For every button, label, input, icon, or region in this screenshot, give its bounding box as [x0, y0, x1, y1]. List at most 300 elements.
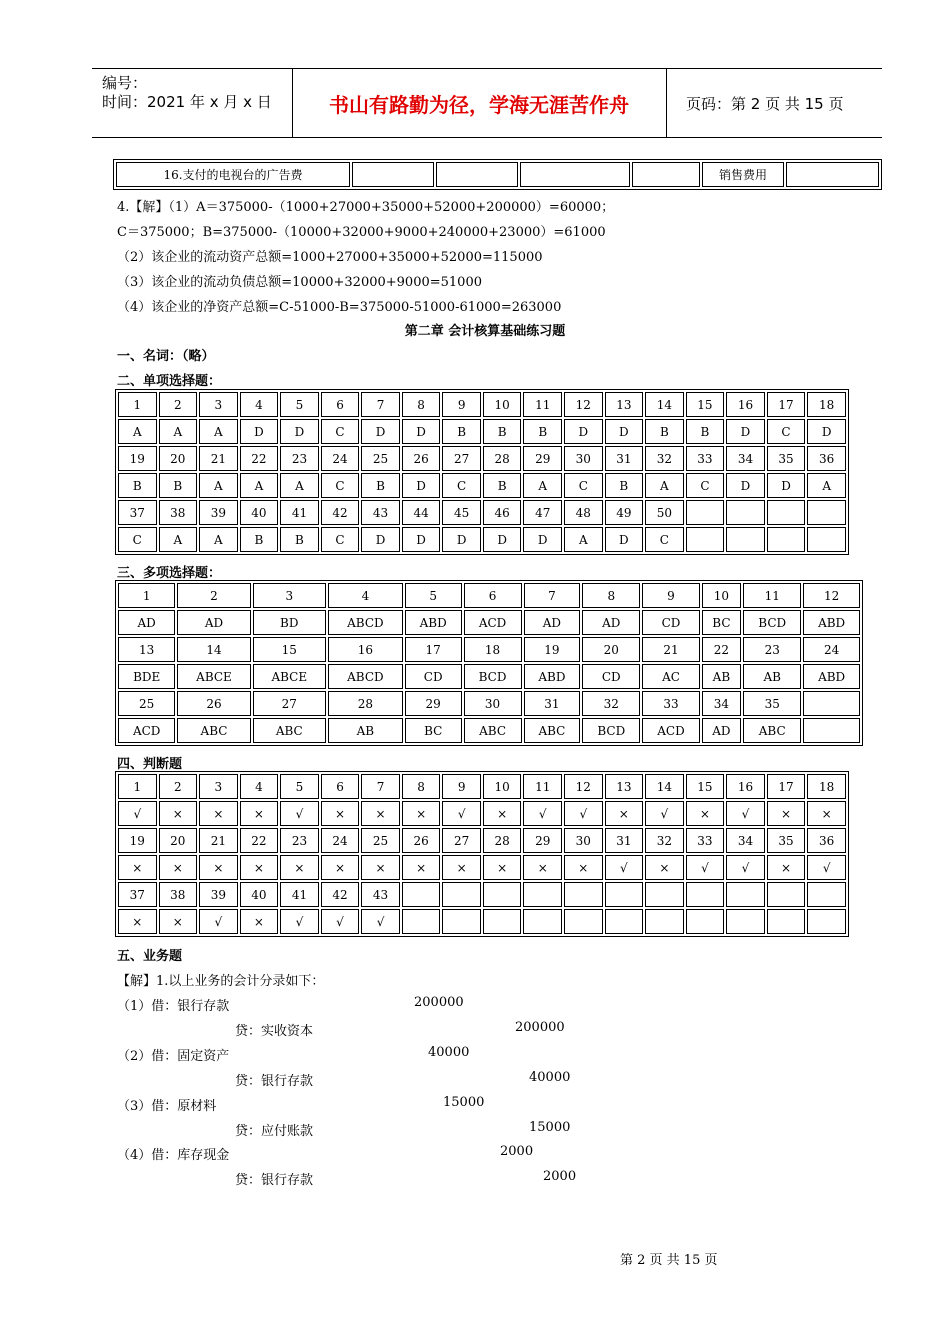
- credit-line: 贷：实收资本: [235, 1024, 314, 1039]
- question-number-cell: 14: [645, 774, 684, 799]
- answer-cell: BCD: [464, 664, 522, 689]
- answer-cell: √: [280, 909, 319, 934]
- question-number-cell: 19: [118, 828, 157, 853]
- answer-row: [118, 500, 846, 525]
- question-number-cell: 31: [605, 828, 644, 853]
- multi-choice-table: [115, 580, 863, 746]
- answer-cell: [726, 527, 765, 552]
- question-number-cell: 28: [483, 828, 522, 853]
- answer-cell: D: [807, 419, 846, 444]
- q4-line: （2）该企业的流动资产总额=1000+27000+35000+52000=115000: [117, 250, 543, 265]
- question-number-cell: 24: [803, 637, 860, 662]
- answer-cell: ABCD: [328, 664, 403, 689]
- answer-cell: D: [726, 419, 765, 444]
- question-number-cell: 28: [328, 691, 403, 716]
- expense-cell: [786, 162, 879, 187]
- question-number-cell: 28: [483, 446, 522, 471]
- answer-cell: A: [199, 419, 238, 444]
- question-number-cell: 47: [523, 500, 562, 525]
- answer-cell: B: [645, 419, 684, 444]
- answer-row: [118, 610, 860, 635]
- section-terms: 一、名词：（略）: [117, 349, 215, 364]
- expense-item: 16.支付的电视台的广告费: [116, 162, 350, 187]
- question-number-cell: 14: [177, 637, 250, 662]
- answer-cell: D: [361, 419, 400, 444]
- answer-cell: D: [240, 419, 279, 444]
- question-number-cell: 32: [645, 446, 684, 471]
- answer-cell: AD: [177, 610, 250, 635]
- credit-line: 贷：银行存款: [235, 1173, 314, 1188]
- question-number-cell: [767, 882, 806, 907]
- question-number-cell: 33: [642, 691, 699, 716]
- debit-line: （3）借：原材料: [117, 1099, 217, 1114]
- answer-cell: [686, 527, 725, 552]
- time-label: 时间：2021 年 x 月 x 日: [102, 93, 272, 111]
- answer-row: [118, 882, 846, 907]
- debit-amount: 40000: [428, 1045, 470, 1060]
- debit-line: （4）借：库存现金: [117, 1148, 230, 1163]
- answer-cell: [726, 909, 765, 934]
- answer-row: [118, 527, 846, 552]
- question-number-cell: 8: [582, 583, 640, 608]
- question-number-cell: 17: [405, 637, 462, 662]
- answer-cell: ABD: [405, 610, 462, 635]
- question-number-cell: 22: [702, 637, 742, 662]
- answer-cell: ABC: [464, 718, 522, 743]
- answer-cell: ABD: [803, 610, 860, 635]
- answer-cell: D: [442, 527, 481, 552]
- answer-cell: B: [361, 473, 400, 498]
- question-number-cell: 11: [523, 774, 562, 799]
- question-number-cell: 21: [199, 828, 238, 853]
- question-number-cell: 27: [253, 691, 326, 716]
- answer-cell: ×: [240, 855, 279, 880]
- question-number-cell: 1: [118, 774, 157, 799]
- question-number-cell: 18: [807, 774, 846, 799]
- answer-cell: A: [199, 473, 238, 498]
- question-number-cell: 42: [321, 500, 360, 525]
- answer-cell: A: [199, 527, 238, 552]
- question-number-cell: 27: [442, 828, 481, 853]
- section-business: 五、业务题: [117, 949, 183, 964]
- question-number-cell: 20: [159, 828, 198, 853]
- question-number-cell: 22: [240, 828, 279, 853]
- answer-cell: B: [483, 473, 522, 498]
- question-number-cell: 50: [645, 500, 684, 525]
- question-number-cell: [807, 882, 846, 907]
- answer-cell: B: [240, 527, 279, 552]
- question-number-cell: 8: [402, 774, 441, 799]
- answer-cell: BCD: [743, 610, 801, 635]
- question-number-cell: 7: [361, 774, 400, 799]
- question-number-cell: 9: [442, 392, 481, 417]
- answer-cell: √: [726, 855, 765, 880]
- question-number-cell: 40: [240, 882, 279, 907]
- answer-cell: ×: [159, 801, 198, 826]
- question-number-cell: 32: [645, 828, 684, 853]
- answer-cell: C: [321, 527, 360, 552]
- answer-cell: D: [605, 527, 644, 552]
- answer-cell: ×: [321, 855, 360, 880]
- debit-line: （1）借：银行存款: [117, 999, 230, 1014]
- question-number-cell: 6: [321, 774, 360, 799]
- answer-cell: ABC: [524, 718, 581, 743]
- expense-category: 销售费用: [702, 162, 784, 187]
- question-number-cell: 5: [280, 392, 319, 417]
- answer-cell: √: [523, 801, 562, 826]
- section-true-false: 四、判断题: [117, 757, 183, 772]
- answer-cell: ×: [483, 801, 522, 826]
- question-number-cell: 43: [361, 882, 400, 907]
- answer-cell: A: [280, 473, 319, 498]
- answer-cell: CD: [582, 664, 640, 689]
- question-number-cell: 29: [523, 828, 562, 853]
- question-number-cell: 26: [402, 446, 441, 471]
- answer-cell: D: [726, 473, 765, 498]
- answer-cell: ×: [645, 855, 684, 880]
- answer-cell: D: [402, 473, 441, 498]
- question-number-cell: 4: [240, 392, 279, 417]
- question-number-cell: 32: [582, 691, 640, 716]
- answer-cell: ×: [118, 909, 157, 934]
- answer-cell: A: [159, 419, 198, 444]
- question-number-cell: 43: [361, 500, 400, 525]
- question-number-cell: [807, 500, 846, 525]
- answer-cell: ×: [767, 855, 806, 880]
- credit-amount: 2000: [543, 1169, 577, 1184]
- question-number-cell: 25: [361, 828, 400, 853]
- section-multi-choice: 三、多项选择题：: [117, 566, 222, 581]
- answer-cell: ABCE: [253, 664, 326, 689]
- question-number-cell: 30: [564, 446, 603, 471]
- answer-cell: AB: [702, 664, 742, 689]
- answer-cell: BDE: [118, 664, 175, 689]
- question-number-cell: 34: [702, 691, 742, 716]
- answer-cell: ×: [321, 801, 360, 826]
- answer-cell: [605, 909, 644, 934]
- question-number-cell: 16: [726, 392, 765, 417]
- answer-cell: [564, 909, 603, 934]
- answer-row: [118, 583, 860, 608]
- answer-cell: [442, 909, 481, 934]
- q4-line: （3）该企业的流动负债总额=10000+32000+9000=51000: [117, 275, 482, 290]
- answer-cell: A: [118, 419, 157, 444]
- credit-amount: 200000: [515, 1020, 565, 1035]
- question-number-cell: 16: [328, 637, 403, 662]
- answer-cell: [645, 909, 684, 934]
- credit-amount: 40000: [529, 1070, 571, 1085]
- answer-cell: B: [483, 419, 522, 444]
- question-number-cell: [523, 882, 562, 907]
- answer-row: [118, 419, 846, 444]
- debit-amount: 2000: [500, 1144, 534, 1159]
- question-number-cell: 15: [253, 637, 326, 662]
- question-number-cell: [726, 882, 765, 907]
- answer-cell: AD: [524, 610, 581, 635]
- answer-cell: ×: [807, 801, 846, 826]
- answer-cell: D: [402, 527, 441, 552]
- question-number-cell: 37: [118, 882, 157, 907]
- answer-cell: C: [645, 527, 684, 552]
- question-number-cell: 13: [605, 774, 644, 799]
- question-number-cell: 14: [645, 392, 684, 417]
- answer-row: [118, 473, 846, 498]
- question-number-cell: 20: [582, 637, 640, 662]
- answer-cell: ABD: [803, 664, 860, 689]
- answer-cell: ×: [361, 855, 400, 880]
- question-number-cell: 38: [159, 882, 198, 907]
- answer-cell: ACD: [642, 718, 699, 743]
- question-number-cell: 25: [361, 446, 400, 471]
- answer-cell: [483, 909, 522, 934]
- expense-cell: [352, 162, 434, 187]
- answer-cell: [686, 909, 725, 934]
- answer-row: [118, 637, 860, 662]
- answer-cell: ×: [564, 855, 603, 880]
- answer-cell: A: [159, 527, 198, 552]
- answer-cell: B: [442, 419, 481, 444]
- answer-cell: D: [564, 419, 603, 444]
- serial-label: 编号：: [102, 74, 148, 92]
- answer-cell: B: [523, 419, 562, 444]
- answer-cell: ×: [118, 855, 157, 880]
- question-number-cell: 39: [199, 882, 238, 907]
- answer-row: [118, 828, 846, 853]
- question-number-cell: 15: [686, 774, 725, 799]
- answer-row: [118, 718, 860, 743]
- question-number-cell: 26: [177, 691, 250, 716]
- answer-cell: D: [402, 419, 441, 444]
- answer-row: [118, 446, 846, 471]
- question-number-cell: 24: [321, 446, 360, 471]
- question-number-cell: 36: [807, 828, 846, 853]
- question-number-cell: 33: [686, 446, 725, 471]
- question-number-cell: 33: [686, 828, 725, 853]
- question-number-cell: 19: [118, 446, 157, 471]
- question-number-cell: 46: [483, 500, 522, 525]
- question-number-cell: 20: [159, 446, 198, 471]
- question-number-cell: 11: [743, 583, 801, 608]
- answer-row: [118, 691, 860, 716]
- question-number-cell: [726, 500, 765, 525]
- answer-cell: √: [118, 801, 157, 826]
- answer-cell: A: [807, 473, 846, 498]
- answer-cell: [402, 909, 441, 934]
- question-number-cell: 21: [199, 446, 238, 471]
- question-number-cell: [767, 500, 806, 525]
- question-number-cell: 23: [743, 637, 801, 662]
- page-header: [92, 68, 882, 138]
- question-number-cell: [564, 882, 603, 907]
- question-number-cell: 29: [523, 446, 562, 471]
- question-number-cell: 36: [807, 446, 846, 471]
- q4-line: C＝375000；B=375000-（10000+32000+9000+240000+23000）=61000: [117, 225, 606, 240]
- question-number-cell: 26: [402, 828, 441, 853]
- question-number-cell: 37: [118, 500, 157, 525]
- header-meta: [92, 69, 293, 137]
- answer-cell: C: [321, 473, 360, 498]
- answer-cell: B: [605, 473, 644, 498]
- question-number-cell: 3: [199, 774, 238, 799]
- question-number-cell: 35: [743, 691, 801, 716]
- question-number-cell: 35: [767, 828, 806, 853]
- answer-cell: ABD: [524, 664, 581, 689]
- answer-cell: [523, 909, 562, 934]
- question-number-cell: 10: [483, 774, 522, 799]
- answer-cell: C: [686, 473, 725, 498]
- expense-cell: [520, 162, 630, 187]
- question-number-cell: 17: [767, 392, 806, 417]
- answer-cell: C: [564, 473, 603, 498]
- question-number-cell: 13: [118, 637, 175, 662]
- question-number-cell: [686, 500, 725, 525]
- question-number-cell: 4: [328, 583, 403, 608]
- question-number-cell: 1: [118, 392, 157, 417]
- question-number-cell: 27: [442, 446, 481, 471]
- answer-cell: ×: [280, 855, 319, 880]
- answer-cell: C: [321, 419, 360, 444]
- answer-cell: [767, 527, 806, 552]
- answer-row: [118, 664, 860, 689]
- question-number-cell: [803, 691, 860, 716]
- answer-cell: ×: [402, 855, 441, 880]
- answer-cell: A: [523, 473, 562, 498]
- question-number-cell: 1: [118, 583, 175, 608]
- answer-cell: CD: [405, 664, 462, 689]
- question-number-cell: 2: [159, 392, 198, 417]
- answer-cell: √: [645, 801, 684, 826]
- question-number-cell: 24: [321, 828, 360, 853]
- answer-cell: ×: [361, 801, 400, 826]
- answer-cell: ×: [159, 855, 198, 880]
- answer-row: [118, 855, 846, 880]
- answer-cell: √: [199, 909, 238, 934]
- expense-cell: [632, 162, 700, 187]
- answer-cell: ACD: [118, 718, 175, 743]
- question-number-cell: 23: [280, 446, 319, 471]
- question-number-cell: 21: [642, 637, 699, 662]
- question-number-cell: 6: [464, 583, 522, 608]
- answer-cell: CD: [642, 610, 699, 635]
- question-number-cell: 2: [159, 774, 198, 799]
- answer-cell: ×: [199, 855, 238, 880]
- header-page: [676, 69, 882, 137]
- question-number-cell: 13: [605, 392, 644, 417]
- answer-cell: AD: [118, 610, 175, 635]
- answer-row: [118, 392, 846, 417]
- answer-cell: ACD: [464, 610, 522, 635]
- answer-cell: ×: [159, 909, 198, 934]
- answer-cell: √: [442, 801, 481, 826]
- answer-cell: BC: [702, 610, 742, 635]
- question-number-cell: 16: [726, 774, 765, 799]
- answer-cell: ABC: [177, 718, 250, 743]
- answer-cell: √: [564, 801, 603, 826]
- answer-cell: C: [767, 419, 806, 444]
- question-number-cell: 19: [524, 637, 581, 662]
- answer-cell: √: [807, 855, 846, 880]
- chapter-title: 第二章 会计核算基础练习题: [404, 324, 566, 339]
- answer-cell: √: [361, 909, 400, 934]
- answer-cell: ×: [402, 801, 441, 826]
- question-number-cell: 5: [405, 583, 462, 608]
- answer-cell: D: [280, 419, 319, 444]
- expense-cell: [436, 162, 518, 187]
- question-number-cell: 41: [280, 500, 319, 525]
- answer-cell: √: [321, 909, 360, 934]
- question-number-cell: [483, 882, 522, 907]
- answer-cell: √: [605, 855, 644, 880]
- answer-cell: D: [483, 527, 522, 552]
- question-number-cell: 34: [726, 828, 765, 853]
- question-number-cell: 9: [442, 774, 481, 799]
- answer-cell: AC: [642, 664, 699, 689]
- answer-cell: ×: [240, 909, 279, 934]
- answer-cell: D: [767, 473, 806, 498]
- answer-row: [118, 801, 846, 826]
- question-number-cell: 4: [240, 774, 279, 799]
- answer-cell: [803, 718, 860, 743]
- debit-amount: 200000: [414, 995, 464, 1010]
- question-number-cell: 30: [464, 691, 522, 716]
- answer-cell: ×: [240, 801, 279, 826]
- answer-cell: AD: [702, 718, 742, 743]
- answer-cell: ×: [199, 801, 238, 826]
- answer-cell: ×: [483, 855, 522, 880]
- answer-cell: ABCE: [177, 664, 250, 689]
- answer-cell: BCD: [582, 718, 640, 743]
- answer-cell: ×: [523, 855, 562, 880]
- answer-cell: [767, 909, 806, 934]
- question-number-cell: 49: [605, 500, 644, 525]
- question-number-cell: 31: [605, 446, 644, 471]
- answer-cell: D: [361, 527, 400, 552]
- answer-cell: BD: [253, 610, 326, 635]
- question-number-cell: 12: [564, 392, 603, 417]
- answer-cell: D: [605, 419, 644, 444]
- question-number-cell: 18: [464, 637, 522, 662]
- answer-cell: ×: [605, 801, 644, 826]
- answer-cell: B: [280, 527, 319, 552]
- debit-line: （2）借：固定资产: [117, 1049, 230, 1064]
- answer-cell: AD: [582, 610, 640, 635]
- question-number-cell: 18: [807, 392, 846, 417]
- answer-cell: ×: [686, 801, 725, 826]
- question-number-cell: 48: [564, 500, 603, 525]
- debit-amount: 15000: [443, 1095, 485, 1110]
- answer-cell: ×: [767, 801, 806, 826]
- question-number-cell: 10: [483, 392, 522, 417]
- answer-cell: A: [240, 473, 279, 498]
- question-number-cell: 45: [442, 500, 481, 525]
- header-motto: 书山有路勤为径，学海无涯苦作舟: [292, 69, 667, 137]
- question-number-cell: 7: [361, 392, 400, 417]
- question-number-cell: 10: [702, 583, 742, 608]
- answer-cell: √: [686, 855, 725, 880]
- question-number-cell: 30: [564, 828, 603, 853]
- answer-cell: √: [280, 801, 319, 826]
- question-number-cell: 42: [321, 882, 360, 907]
- answer-cell: A: [564, 527, 603, 552]
- true-false-table: [115, 771, 849, 937]
- answer-cell: D: [523, 527, 562, 552]
- answer-cell: AB: [328, 718, 403, 743]
- answer-cell: C: [118, 527, 157, 552]
- question-number-cell: 8: [402, 392, 441, 417]
- question-number-cell: 15: [686, 392, 725, 417]
- question-number-cell: 40: [240, 500, 279, 525]
- question-number-cell: 23: [280, 828, 319, 853]
